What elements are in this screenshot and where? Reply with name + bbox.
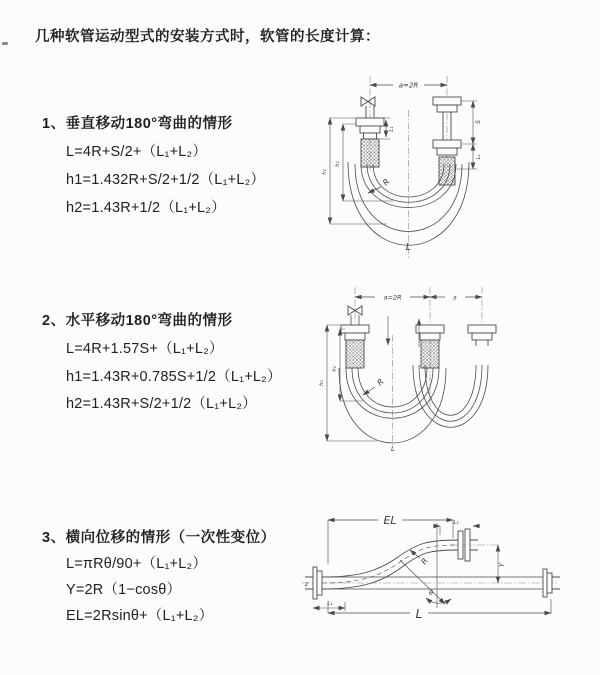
- dim-label-y: Y: [498, 562, 506, 568]
- centerlines: [355, 287, 482, 445]
- right-pipe: [468, 325, 496, 346]
- dim-label-r: R: [419, 556, 430, 567]
- r-callout-arrow: [410, 550, 420, 558]
- scan-artifact: [2, 42, 8, 45]
- diagram-horizontal-180-bend: [315, 283, 600, 475]
- right-pipe: [433, 97, 461, 185]
- section-2-formula-L: L=4R+1.57S+（L₁+L₂）: [66, 341, 224, 357]
- hose-curves: [339, 365, 488, 443]
- dim-label-h1: h₁: [319, 380, 325, 386]
- dim-label-l1: L₁: [389, 126, 395, 132]
- diagram-vertical-180-bend: [315, 72, 590, 262]
- dim-label-a2r: a=2R: [383, 293, 402, 302]
- dim-label-l1: L₁: [327, 601, 333, 607]
- dim-label-l2: L₂: [453, 520, 459, 526]
- dim-label-h2: h₂: [332, 366, 338, 372]
- section-1-heading: 1、垂直移动180°弯曲的情形: [42, 116, 233, 132]
- dim-label-s: S: [475, 120, 482, 124]
- section-3-formula-EL: EL=2Rsinθ+（L₁+L₂）: [66, 608, 214, 624]
- dim-label-r: R: [381, 177, 392, 188]
- section-1-formula-h2: h2=1.43R+1/2（L₁+L₂）: [66, 200, 226, 216]
- diagram-lateral-displacement: [300, 498, 600, 648]
- section-3-heading: 3、横向位移的情形（一次性变位）: [42, 530, 276, 546]
- section-3-formula-Y: Y=2R（1−cosθ）: [66, 582, 182, 598]
- dim-label-h2: h₂: [335, 161, 341, 167]
- hose-s-curve: [322, 540, 458, 589]
- dim-label-r: R: [375, 377, 386, 388]
- dim-label-h1: h₁: [322, 169, 328, 175]
- dim-label-l: L: [391, 445, 395, 453]
- valve-icon: [361, 97, 375, 106]
- dim-l2: [433, 526, 480, 535]
- dim-label-l2: L₂: [476, 154, 482, 160]
- page-title: 几种软管运动型式的安装方式时，软管的长度计算：: [35, 29, 380, 45]
- dim-label-l-main: L: [415, 607, 423, 621]
- dim-label-z: z: [305, 581, 309, 588]
- left-pipe: [341, 325, 369, 368]
- dim-label-el: EL: [383, 514, 397, 527]
- dim-s: [457, 101, 477, 169]
- section-1-formula-L: L=4R+S/2+（L₁+L₂）: [66, 144, 208, 160]
- section-3-formula-L: L=πRθ/90+（L₁+L₂）: [66, 556, 208, 572]
- middle-pipe: [416, 325, 444, 368]
- dim-label-s: s: [453, 293, 457, 302]
- dim-label-a2r: a=2R: [398, 81, 419, 90]
- section-2-heading: 2、水平移动180°弯曲的情形: [42, 313, 233, 329]
- dim-label-theta: θ: [429, 589, 433, 597]
- r-callout-arrow: [363, 387, 375, 395]
- dim-label-l: L: [405, 242, 412, 253]
- section-2-formula-h1: h1=1.43R+0.785S+1/2（L₁+L₂）: [66, 369, 282, 385]
- section-2-formula-h2: h2=1.43R+S/2+1/2（L₁+L₂）: [66, 396, 257, 412]
- dim-l: [328, 599, 551, 613]
- fitting-dims: [388, 316, 419, 347]
- section-1-formula-h1: h1=1.432R+S/2+1/2（L₁+L₂）: [66, 172, 266, 188]
